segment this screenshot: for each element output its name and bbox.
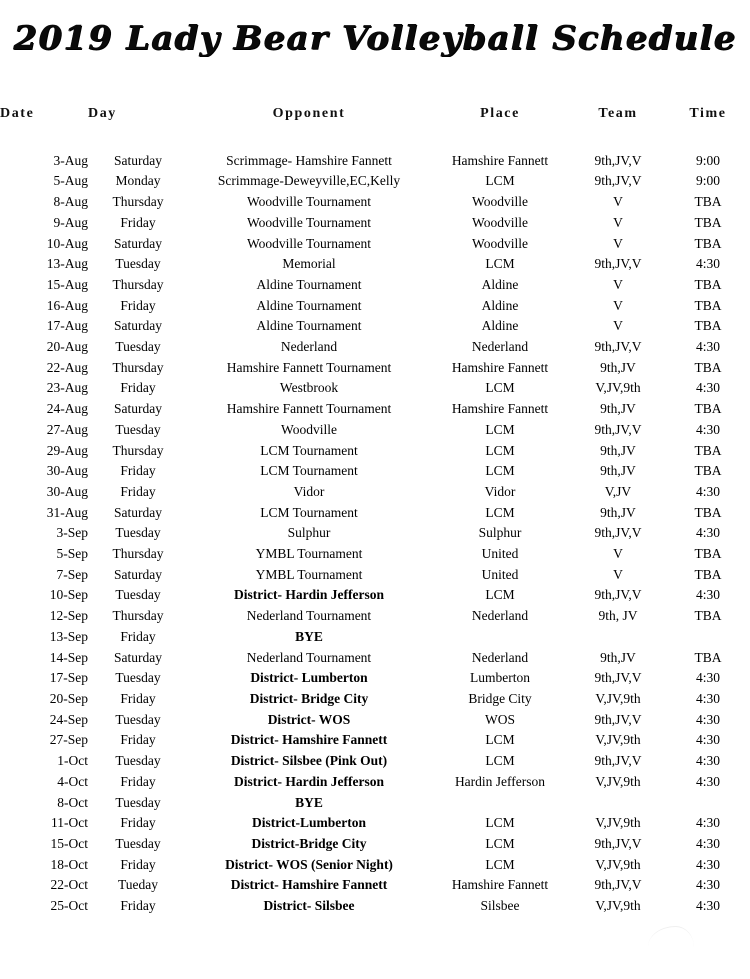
cell-team: V,JV,9th	[595, 773, 641, 789]
cell-place: LCM	[485, 463, 515, 479]
cell-place	[430, 627, 570, 648]
cell-day: Saturday	[114, 401, 162, 417]
cell-date: 5-Aug	[53, 173, 88, 189]
table-row	[0, 420, 750, 441]
cell-opponent: YMBL Tournament	[255, 546, 363, 562]
cell-place: LCM	[485, 442, 515, 458]
cell-date: 20-Sep	[49, 690, 88, 706]
table-row	[0, 316, 750, 337]
table-row	[0, 378, 750, 399]
cell-opponent: District-Lumberton	[252, 815, 366, 831]
cell-day: Tuesday	[115, 670, 161, 686]
cell-date: 17-Aug	[46, 318, 88, 334]
cell-team: 9th,JV,V	[594, 835, 642, 851]
cell-team: V	[613, 276, 623, 292]
cell-day: Tuesday	[115, 339, 161, 355]
table-row	[0, 254, 750, 275]
cell-time: 4:30	[695, 670, 720, 686]
cell-opponent: Woodville	[281, 421, 337, 437]
cell-date: 24-Aug	[46, 401, 88, 417]
cell-place: LCM	[485, 587, 515, 603]
cell-place: Lumberton	[470, 670, 530, 686]
cell-date: 16-Aug	[46, 297, 88, 313]
cell-opponent: Hamshire Fannett Tournament	[226, 359, 392, 375]
cell-opponent: LCM Tournament	[260, 504, 358, 520]
cell-date: 7-Sep	[56, 566, 88, 582]
column-header-date: Date	[0, 106, 35, 121]
cell-place: Nederland	[471, 649, 529, 665]
cell-opponent: District-Bridge City	[251, 835, 367, 851]
table-row	[0, 151, 750, 172]
cell-opponent: LCM Tournament	[260, 442, 358, 458]
cell-opponent: District- Bridge City	[249, 690, 369, 706]
cell-team: V	[613, 546, 623, 562]
cell-opponent: District- WOS (Senior Night)	[225, 856, 393, 872]
table-header	[0, 104, 750, 151]
table-row	[0, 710, 750, 731]
cell-team: 9th,JV,V	[594, 670, 642, 686]
cell-day: Friday	[120, 628, 156, 644]
cell-time: 4:30	[695, 753, 720, 769]
table-row	[0, 275, 750, 296]
cell-day: Tueday	[117, 877, 158, 893]
cell-team: V,JV,9th	[595, 690, 641, 706]
table-row	[0, 565, 750, 586]
cell-team: 9th,JV,V	[594, 339, 642, 355]
cell-team: 9th,JV	[600, 504, 636, 520]
cell-day: Friday	[120, 856, 156, 872]
cell-team: 9th,JV,V	[594, 877, 642, 893]
cell-team: V,JV,9th	[595, 898, 641, 914]
cell-date: 22-Oct	[50, 877, 88, 893]
column-header-opponent: Opponent	[272, 106, 346, 121]
cell-opponent: Scrimmage- Hamshire Fannett	[226, 152, 392, 168]
cell-team: V	[613, 566, 623, 582]
table-row	[0, 875, 750, 896]
cell-date: 14-Sep	[49, 649, 88, 665]
cell-date: 17-Sep	[49, 670, 88, 686]
table-row	[0, 855, 750, 876]
cell-day: Saturday	[114, 152, 162, 168]
cell-day: Friday	[120, 773, 156, 789]
cell-time: TBA	[694, 401, 722, 417]
cell-opponent: Aldine Tournament	[256, 297, 362, 313]
cell-opponent: Woodville Tournament	[246, 194, 372, 210]
cell-day: Friday	[120, 483, 156, 499]
cell-team: V	[613, 214, 623, 230]
cell-time: 4:30	[695, 856, 720, 872]
cell-place: Aldine	[481, 276, 519, 292]
table-row	[0, 896, 750, 917]
cell-date: 12-Sep	[49, 608, 88, 624]
cell-team: V,JV,9th	[595, 815, 641, 831]
cell-day: Saturday	[114, 566, 162, 582]
scan-artifact	[648, 926, 694, 947]
cell-place: LCM	[485, 815, 515, 831]
cell-time: 9:00	[695, 173, 720, 189]
cell-opponent: District- Hamshire Fannett	[230, 732, 388, 748]
table-row	[0, 813, 750, 834]
cell-day: Tuesday	[115, 794, 161, 810]
cell-opponent: Aldine Tournament	[256, 318, 362, 334]
cell-day: Thursday	[112, 359, 164, 375]
table-row	[0, 337, 750, 358]
cell-place: Bridge City	[468, 690, 532, 706]
cell-time: 4:30	[695, 421, 720, 437]
cell-team: 9th,JV,V	[594, 711, 642, 727]
cell-day: Friday	[120, 815, 156, 831]
cell-place: Hamshire Fannett	[451, 877, 549, 893]
cell-time: 4:30	[695, 773, 720, 789]
cell-day: Thursday	[112, 442, 164, 458]
cell-opponent: LCM Tournament	[260, 463, 358, 479]
cell-place: Vidor	[484, 483, 516, 499]
cell-time: TBA	[694, 214, 722, 230]
cell-opponent: District- Hardin Jefferson	[234, 773, 384, 789]
cell-day: Saturday	[114, 235, 162, 251]
cell-place: LCM	[485, 256, 515, 272]
cell-time: 4:30	[695, 815, 720, 831]
column-header-time: Time	[689, 106, 727, 121]
cell-place: LCM	[485, 753, 515, 769]
cell-day: Monday	[115, 173, 161, 189]
cell-time: TBA	[694, 318, 722, 334]
header-row	[0, 104, 750, 151]
cell-opponent: District- Lumberton	[250, 670, 368, 686]
cell-day: Tuesday	[115, 587, 161, 603]
cell-opponent: Nederland	[280, 339, 338, 355]
table-row	[0, 648, 750, 669]
cell-opponent: Memorial	[282, 256, 336, 272]
cell-date: 3-Sep	[56, 525, 88, 541]
table-row	[0, 793, 750, 814]
cell-place: Hamshire Fannett	[451, 152, 549, 168]
cell-place: LCM	[485, 856, 515, 872]
cell-date: 30-Aug	[46, 483, 88, 499]
cell-team: 9th,JV	[600, 359, 636, 375]
cell-team: V	[613, 297, 623, 313]
table-row	[0, 523, 750, 544]
cell-day: Saturday	[114, 649, 162, 665]
cell-team: V,JV,9th	[595, 732, 641, 748]
cell-date: 4-Oct	[57, 773, 88, 789]
cell-time: 4:30	[695, 711, 720, 727]
cell-time: 4:30	[695, 877, 720, 893]
cell-time: TBA	[694, 442, 722, 458]
cell-team: 9th,JV,V	[594, 753, 642, 769]
cell-time: TBA	[694, 566, 722, 582]
table-row	[0, 834, 750, 855]
cell-day: Friday	[120, 380, 156, 396]
cell-time: 4:30	[695, 339, 720, 355]
cell-time	[666, 627, 750, 648]
cell-time: 9:00	[695, 152, 720, 168]
cell-time: TBA	[694, 463, 722, 479]
cell-time: 4:30	[695, 380, 720, 396]
cell-place: Woodville	[472, 194, 528, 210]
cell-day: Tuesday	[115, 421, 161, 437]
table-row	[0, 772, 750, 793]
table-row	[0, 296, 750, 317]
cell-day: Saturday	[114, 504, 162, 520]
cell-place: Silsbee	[480, 898, 520, 914]
cell-time: 4:30	[695, 690, 720, 706]
cell-date: 13-Sep	[49, 628, 88, 644]
cell-place: LCM	[485, 835, 515, 851]
cell-team	[570, 793, 666, 814]
schedule-table	[0, 104, 750, 917]
cell-day: Friday	[120, 463, 156, 479]
cell-time: 4:30	[695, 483, 720, 499]
cell-opponent: Hamshire Fannett Tournament	[226, 401, 392, 417]
cell-place: Hardin Jefferson	[454, 773, 546, 789]
cell-place: Hamshire Fannett	[451, 401, 549, 417]
cell-date: 24-Sep	[49, 711, 88, 727]
cell-time: TBA	[694, 276, 722, 292]
cell-team: V	[613, 235, 623, 251]
cell-place: Nederland	[471, 608, 529, 624]
cell-day: Tuesday	[115, 835, 161, 851]
table-row	[0, 399, 750, 420]
cell-team: V,JV,9th	[595, 856, 641, 872]
table-row	[0, 730, 750, 751]
table-body	[0, 151, 750, 917]
cell-place: Woodville	[472, 235, 528, 251]
cell-team: 9th,JV,V	[594, 525, 642, 541]
table-row	[0, 441, 750, 462]
cell-date: 31-Aug	[46, 504, 88, 520]
cell-day: Friday	[120, 898, 156, 914]
cell-opponent: District- Silsbee (Pink Out)	[230, 753, 388, 769]
cell-opponent: District- WOS	[267, 711, 351, 727]
cell-date: 30-Aug	[46, 463, 88, 479]
cell-day: Tuesday	[115, 711, 161, 727]
cell-time: TBA	[694, 235, 722, 251]
cell-date: 1-Oct	[57, 753, 88, 769]
cell-time: TBA	[694, 608, 722, 624]
table-row	[0, 627, 750, 648]
cell-team: 9th,JV	[600, 401, 636, 417]
cell-team	[570, 627, 666, 648]
cell-date: 20-Aug	[46, 339, 88, 355]
cell-place: United	[481, 546, 519, 562]
cell-day: Thursday	[112, 194, 164, 210]
table-row	[0, 171, 750, 192]
cell-date: 9-Aug	[53, 214, 88, 230]
cell-opponent: Nederland Tournament	[246, 649, 372, 665]
cell-team: 9th, JV	[598, 608, 638, 624]
cell-time: TBA	[694, 297, 722, 313]
cell-date: 8-Aug	[53, 194, 88, 210]
cell-time: TBA	[694, 194, 722, 210]
cell-date: 10-Aug	[46, 235, 88, 251]
cell-place: Hamshire Fannett	[451, 359, 549, 375]
cell-team: 9th,JV	[600, 442, 636, 458]
cell-team: 9th,JV,V	[594, 152, 642, 168]
cell-date: 29-Aug	[46, 442, 88, 458]
cell-team: V	[613, 194, 623, 210]
cell-time: TBA	[694, 649, 722, 665]
cell-place: LCM	[485, 380, 515, 396]
page-title: 2019 Lady Bear Volleyball Schedule	[13, 18, 737, 57]
column-header-place: Place	[480, 106, 520, 121]
cell-day: Friday	[120, 732, 156, 748]
table-row	[0, 213, 750, 234]
cell-opponent: Nederland Tournament	[246, 608, 372, 624]
cell-opponent: BYE	[295, 628, 323, 644]
cell-opponent: Woodville Tournament	[246, 214, 372, 230]
cell-team: V,JV	[604, 483, 632, 499]
cell-date: 18-Oct	[50, 856, 88, 872]
cell-time: 4:30	[695, 835, 720, 851]
cell-time: TBA	[694, 359, 722, 375]
cell-team: 9th,JV,V	[594, 421, 642, 437]
cell-time: TBA	[694, 546, 722, 562]
table-row	[0, 461, 750, 482]
cell-date: 27-Sep	[49, 732, 88, 748]
cell-day: Tuesday	[115, 753, 161, 769]
table-row	[0, 482, 750, 503]
cell-place: LCM	[485, 173, 515, 189]
cell-date: 13-Aug	[46, 256, 88, 272]
cell-place: WOS	[485, 711, 515, 727]
cell-place: Aldine	[481, 318, 519, 334]
cell-place	[430, 793, 570, 814]
cell-time: 4:30	[695, 525, 720, 541]
cell-opponent: Vidor	[293, 483, 325, 499]
cell-opponent: Sulphur	[287, 525, 331, 541]
cell-time	[666, 793, 750, 814]
cell-day: Thursday	[112, 546, 164, 562]
cell-opponent: Westbrook	[279, 380, 339, 396]
cell-day: Tuesday	[115, 525, 161, 541]
cell-opponent: Woodville Tournament	[246, 235, 372, 251]
cell-date: 15-Oct	[50, 835, 88, 851]
cell-team: V,JV,9th	[595, 380, 641, 396]
cell-team: 9th,JV,V	[594, 173, 642, 189]
cell-date: 11-Oct	[51, 815, 88, 831]
cell-place: Sulphur	[478, 525, 522, 541]
cell-place: United	[481, 566, 519, 582]
cell-opponent: District- Hamshire Fannett	[230, 877, 388, 893]
cell-date: 23-Aug	[46, 380, 88, 396]
cell-date: 25-Oct	[50, 898, 88, 914]
cell-time: 4:30	[695, 898, 720, 914]
cell-opponent: Aldine Tournament	[256, 276, 362, 292]
cell-date: 8-Oct	[57, 794, 88, 810]
cell-team: V	[613, 318, 623, 334]
cell-place: LCM	[485, 421, 515, 437]
cell-time: 4:30	[695, 587, 720, 603]
cell-day: Friday	[120, 214, 156, 230]
cell-place: LCM	[485, 504, 515, 520]
cell-day: Tuesday	[115, 256, 161, 272]
table-row	[0, 234, 750, 255]
table-row	[0, 606, 750, 627]
cell-opponent: BYE	[295, 794, 323, 810]
table-row	[0, 544, 750, 565]
cell-day: Friday	[120, 297, 156, 313]
cell-opponent: District- Hardin Jefferson	[234, 587, 384, 603]
table-row	[0, 668, 750, 689]
table-row	[0, 192, 750, 213]
cell-date: 10-Sep	[49, 587, 88, 603]
column-header-day: Day	[88, 106, 117, 121]
cell-place: LCM	[485, 732, 515, 748]
cell-date: 27-Aug	[46, 421, 88, 437]
cell-date: 15-Aug	[46, 276, 88, 292]
cell-place: Woodville	[472, 214, 528, 230]
table-row	[0, 585, 750, 606]
cell-day: Thursday	[112, 608, 164, 624]
table-row	[0, 751, 750, 772]
cell-date: 22-Aug	[46, 359, 88, 375]
cell-date: 3-Aug	[53, 152, 88, 168]
cell-team: 9th,JV	[600, 463, 636, 479]
cell-day: Saturday	[114, 318, 162, 334]
table-row	[0, 689, 750, 710]
cell-team: 9th,JV,V	[594, 587, 642, 603]
cell-opponent: YMBL Tournament	[255, 566, 363, 582]
cell-time: TBA	[694, 504, 722, 520]
cell-date: 5-Sep	[56, 546, 88, 562]
cell-opponent: District- Silsbee	[263, 898, 355, 914]
cell-day: Thursday	[112, 276, 164, 292]
cell-place: Aldine	[481, 297, 519, 313]
cell-opponent: Scrimmage-Deweyville,EC,Kelly	[217, 173, 401, 189]
cell-time: 4:30	[695, 256, 720, 272]
cell-time: 4:30	[695, 732, 720, 748]
cell-team: 9th,JV,V	[594, 256, 642, 272]
table-row	[0, 503, 750, 524]
cell-place: Nederland	[471, 339, 529, 355]
column-header-team: Team	[598, 106, 638, 121]
table-row	[0, 358, 750, 379]
cell-team: 9th,JV	[600, 649, 636, 665]
cell-day: Friday	[120, 690, 156, 706]
